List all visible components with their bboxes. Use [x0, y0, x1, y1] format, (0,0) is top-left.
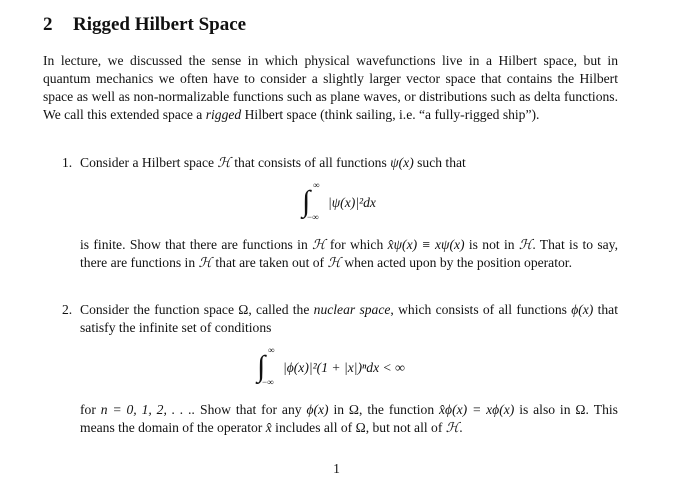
equation-1: [300, 180, 376, 222]
item-1-question: Consider a Hilbert space ℋ that consists of all functions ψ(x) such that: [80, 155, 466, 171]
item-1-label: 1.: [62, 155, 73, 170]
integrand: |ψ(x)|²dx: [328, 195, 376, 210]
rigged-emphasis: rigged: [205, 107, 242, 122]
item-1-followup: is finite. Show that there are functions in ℋ for which x̂ψ(x) ≡ xψ(x) is not in ℋ. That is to say, there are functions in ℋ that are taken out of ℋ when acted upon by the position operator.: [80, 237, 618, 271]
nuclear-space-emphasis: nuclear space: [313, 302, 391, 317]
page-number: 1: [333, 461, 340, 476]
integral-upper-limit: ∞: [313, 180, 320, 190]
section-title-text: Rigged Hilbert Space: [73, 14, 247, 35]
integrand: |ϕ(x)|²(1 + |x|)ⁿdx < ∞: [283, 360, 405, 375]
item-2-label: 2.: [62, 302, 73, 317]
equation-2: [255, 345, 405, 387]
item-2-followup: for n = 0, 1, 2, . . .. Show that for any ϕ(x) in Ω, the function x̂ϕ(x) = xϕ(x) is also in Ω. This means the domain of the operator x̂ includes all of Ω, but not all of ℋ.: [80, 402, 618, 436]
integral-sign: ∫ ∞ −∞: [257, 345, 275, 387]
integral-lower-limit: −∞: [262, 377, 274, 387]
integral-sign: ∫ ∞ −∞: [302, 180, 320, 222]
integral-lower-limit: −∞: [307, 212, 319, 222]
item-2-question: Consider the function space Ω, called the nuclear space, which consists of all functions ϕ(x) that satisfy the infinite set of conditions: [80, 302, 618, 335]
integral-upper-limit: ∞: [268, 345, 275, 355]
intro-paragraph: In lecture, we discussed the sense in which physical wavefunctions live in a Hilbert space, but in quantum mechanics we often have to consider a slightly larger vector space that contains the Hilbert space as well as non-normalizable functions such as plane waves, or distributions such as delta functions. We call this extended space a rigged Hilbert space (think sailing, i.e. “a fully-rigged ship”).: [43, 53, 618, 122]
section-heading: [43, 14, 246, 36]
section-number: 2: [43, 14, 53, 35]
